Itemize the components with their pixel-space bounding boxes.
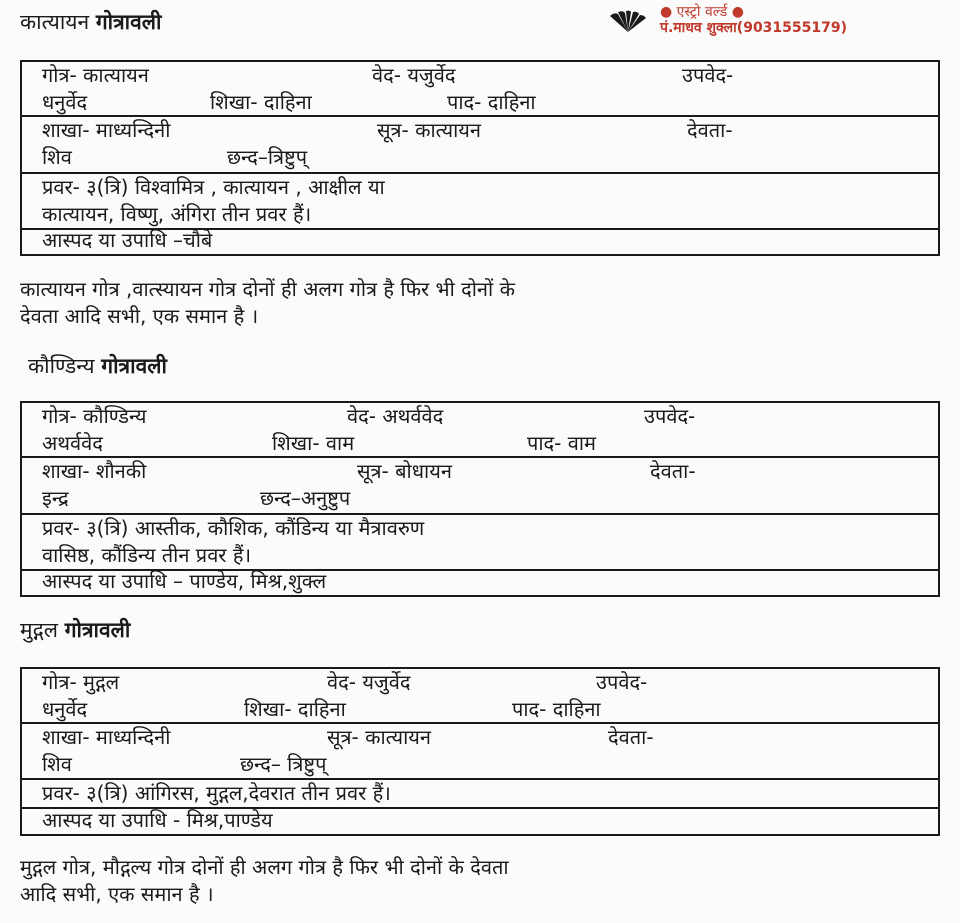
- pravar-line-1: प्रवर- ३(त्रि) आंगिरस, मुद्गल,देवरात तीन प्रवर हैं।: [42, 781, 391, 805]
- upved-value-cell: धनुर्वेद: [42, 90, 88, 114]
- table-row: [22, 809, 938, 834]
- title-plain: कात्यायन: [20, 10, 90, 34]
- brand-title: ● एस्ट्रो वर्ल्ड ●: [660, 4, 744, 20]
- table-row: [22, 571, 938, 595]
- shakha-cell: शाखा- शौनकी: [42, 459, 147, 483]
- ved-cell: वेद- यजुर्वेद: [327, 670, 411, 694]
- devta-value-cell: इन्द्र: [42, 486, 69, 510]
- sutra-cell: सूत्र- कात्यायन: [377, 118, 481, 142]
- sutra-cell: सूत्र- कात्यायन: [327, 725, 431, 749]
- pravar-line-1: प्रवर- ३(त्रि) आस्तीक, कौशिक, कौंडिन्य या मैत्रावरुण: [42, 516, 425, 540]
- shakha-cell: शाखा- माध्यन्दिनी: [42, 118, 171, 142]
- devta-cell: देवता-: [687, 118, 733, 142]
- devta-value-cell: शिव: [42, 145, 72, 169]
- upved-cell: उपवेद-: [596, 670, 648, 694]
- devta-cell: देवता-: [608, 725, 654, 749]
- section-title-katyayan: [20, 8, 161, 36]
- title-bold: गोत्रावली: [101, 354, 167, 378]
- table-row: [22, 458, 938, 515]
- gotra-table-mudgal: [20, 667, 940, 836]
- devta-cell: देवता-: [650, 459, 696, 483]
- gotra-table-kaundinya: [20, 401, 940, 597]
- note-line-1: मुद्गल गोत्र, मौद्गल्य गोत्र दोनों ही अलग गोत्र है फिर भी दोनों के देवता: [20, 855, 509, 879]
- chhand-cell: छन्द–अनुष्टुप: [260, 486, 351, 510]
- upved-value-cell: अथर्ववेद: [42, 431, 103, 455]
- ved-cell: वेद- अथर्ववेद: [347, 404, 444, 428]
- table-row: [22, 174, 938, 230]
- title-bold: गोत्रावली: [95, 10, 162, 34]
- note-line-2: देवता आदि सभी, एक समान है ।: [20, 304, 259, 328]
- upved-cell: उपवेद-: [682, 63, 734, 87]
- brand-header: [604, 4, 956, 38]
- section-title-mudgal: [20, 616, 130, 644]
- title-plain: कौण्डिन्य: [28, 354, 95, 378]
- chhand-cell: छन्द– त्रिष्टुप्: [240, 752, 327, 776]
- section-title-kaundinya: [28, 352, 167, 380]
- pravar-line-2: वासिष्ठ, कौंडिन्य तीन प्रवर हैं।: [42, 543, 252, 567]
- title-bold: गोत्रावली: [64, 618, 131, 642]
- brand-contact: पं.माधव शुक्ला(9031555179): [660, 20, 848, 36]
- aaspad-cell: आस्पद या उपाधि - मिश्र,पाण्डेय: [42, 808, 273, 832]
- table-row: [22, 117, 938, 174]
- table-row: [22, 230, 938, 254]
- table-row: [22, 515, 938, 571]
- shikha-cell: शिखा- दाहिना: [244, 697, 346, 721]
- note-katyayan: [20, 276, 940, 330]
- sutra-cell: सूत्र- बोधायन: [357, 459, 452, 483]
- gotra-cell: गोत्र- मुद्गल: [42, 670, 120, 694]
- gotra-table-katyayan: [20, 60, 940, 256]
- pad-cell: पाद- दाहिना: [447, 90, 536, 114]
- note-line-2: आदि सभी, एक समान है ।: [20, 882, 214, 906]
- title-plain: मुद्गल: [20, 618, 58, 642]
- aaspad-cell: आस्पद या उपाधि – पाण्डेय, मिश्र,शुक्ल: [42, 569, 327, 593]
- table-row: [22, 724, 938, 780]
- shakha-cell: शाखा- माध्यन्दिनी: [42, 725, 171, 749]
- table-row: [22, 780, 938, 809]
- upved-value-cell: धनुर्वेद: [42, 697, 88, 721]
- ved-cell: वेद- यजुर्वेद: [372, 63, 456, 87]
- aaspad-cell: आस्पद या उपाधि –चौबे: [42, 228, 213, 252]
- table-row: [22, 62, 938, 117]
- devta-value-cell: शिव: [42, 752, 72, 776]
- table-row: [22, 669, 938, 724]
- table-row: [22, 403, 938, 458]
- fan-logo-icon: [604, 10, 652, 34]
- chhand-cell: छन्द–त्रिष्टुप्: [227, 145, 308, 169]
- pravar-line-1: प्रवर- ३(त्रि) विश्वामित्र , कात्यायन , आक्षील या: [42, 175, 385, 199]
- upved-cell: उपवेद-: [644, 404, 696, 428]
- shikha-cell: शिखा- वाम: [272, 431, 355, 455]
- gotra-cell: गोत्र- कौण्डिन्य: [42, 404, 147, 428]
- shikha-cell: शिखा- दाहिना: [210, 90, 312, 114]
- note-line-1: कात्यायन गोत्र ,वात्स्यायन गोत्र दोनों ही अलग गोत्र है फिर भी दोनों के: [20, 277, 515, 301]
- note-mudgal: [20, 854, 940, 908]
- pad-cell: पाद- दाहिना: [512, 697, 601, 721]
- pad-cell: पाद- वाम: [527, 431, 596, 455]
- pravar-line-2: कात्यायन, विष्णु, अंगिरा तीन प्रवर हैं।: [42, 202, 312, 226]
- gotra-cell: गोत्र- कात्यायन: [42, 63, 149, 87]
